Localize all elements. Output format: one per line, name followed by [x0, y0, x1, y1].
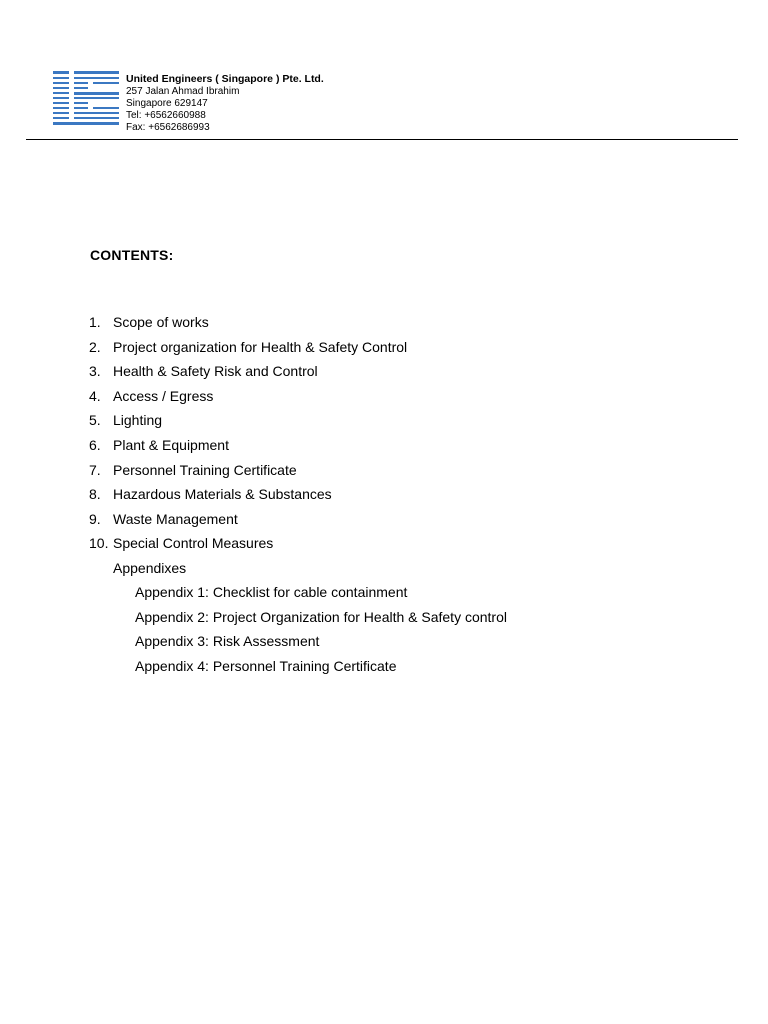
- appendix-item: Appendix 3: Risk Assessment: [135, 633, 320, 650]
- contents-item-label: Lighting: [113, 412, 163, 429]
- company-tel: Tel: +6562660988: [126, 110, 206, 121]
- contents-item: [89, 533, 407, 558]
- contents-heading: CONTENTS:: [90, 247, 174, 263]
- appendix-list: [135, 582, 507, 680]
- contents-item-number: 2.: [89, 338, 101, 355]
- contents-item-label: Access / Egress: [113, 387, 214, 404]
- contents-item-number: 7.: [89, 461, 101, 478]
- company-logo: [53, 71, 119, 125]
- contents-item-number: 1.: [89, 314, 101, 330]
- contents-item-label: Health & Safety Risk and Control: [113, 363, 318, 380]
- header-divider: [26, 139, 738, 140]
- contents-item: [89, 361, 407, 386]
- contents-item-label: Special Control Measures: [113, 535, 274, 552]
- contents-item: [89, 386, 407, 411]
- contents-item-label: Plant & Equipment: [113, 436, 229, 453]
- contents-item-number: 6.: [89, 436, 101, 453]
- contents-item-label: Hazardous Materials & Substances: [113, 486, 332, 503]
- appendix-item: Appendix 1: Checklist for cable containment: [135, 584, 408, 600]
- appendixes-heading: Appendixes: [113, 560, 187, 576]
- contents-item-label: Waste Management: [113, 510, 238, 527]
- contents-item-number: 9.: [89, 510, 101, 527]
- contents-item-label: Scope of works: [113, 314, 209, 330]
- contents-list: [89, 312, 407, 558]
- contents-item: [89, 337, 407, 362]
- contents-item-number: 5.: [89, 412, 101, 429]
- company-address-line1: 257 Jalan Ahmad Ibrahim: [126, 86, 240, 97]
- contents-item: [89, 312, 407, 337]
- appendix-item: Appendix 4: Personnel Training Certificate: [135, 657, 397, 674]
- company-fax: Fax: +6562686993: [126, 122, 210, 133]
- company-info: [126, 73, 324, 134]
- contents-item-number: 3.: [89, 363, 101, 380]
- contents-item: [89, 410, 407, 435]
- contents-item: [89, 435, 407, 460]
- contents-item: [89, 460, 407, 485]
- appendix-item: Appendix 2: Project Organization for Health & Safety control: [135, 608, 507, 625]
- company-name: United Engineers ( Singapore ) Pte. Ltd.: [126, 73, 324, 85]
- contents-item-number: 10.: [89, 535, 109, 552]
- contents-item-label: Project organization for Health & Safety Control: [113, 338, 408, 355]
- company-address-line2: Singapore 629147: [126, 98, 208, 109]
- contents-item-label: Personnel Training Certificate: [113, 461, 297, 478]
- contents-item: [89, 484, 407, 509]
- contents-item-number: 4.: [89, 387, 101, 404]
- contents-item: [89, 509, 407, 534]
- contents-item-number: 8.: [89, 486, 101, 503]
